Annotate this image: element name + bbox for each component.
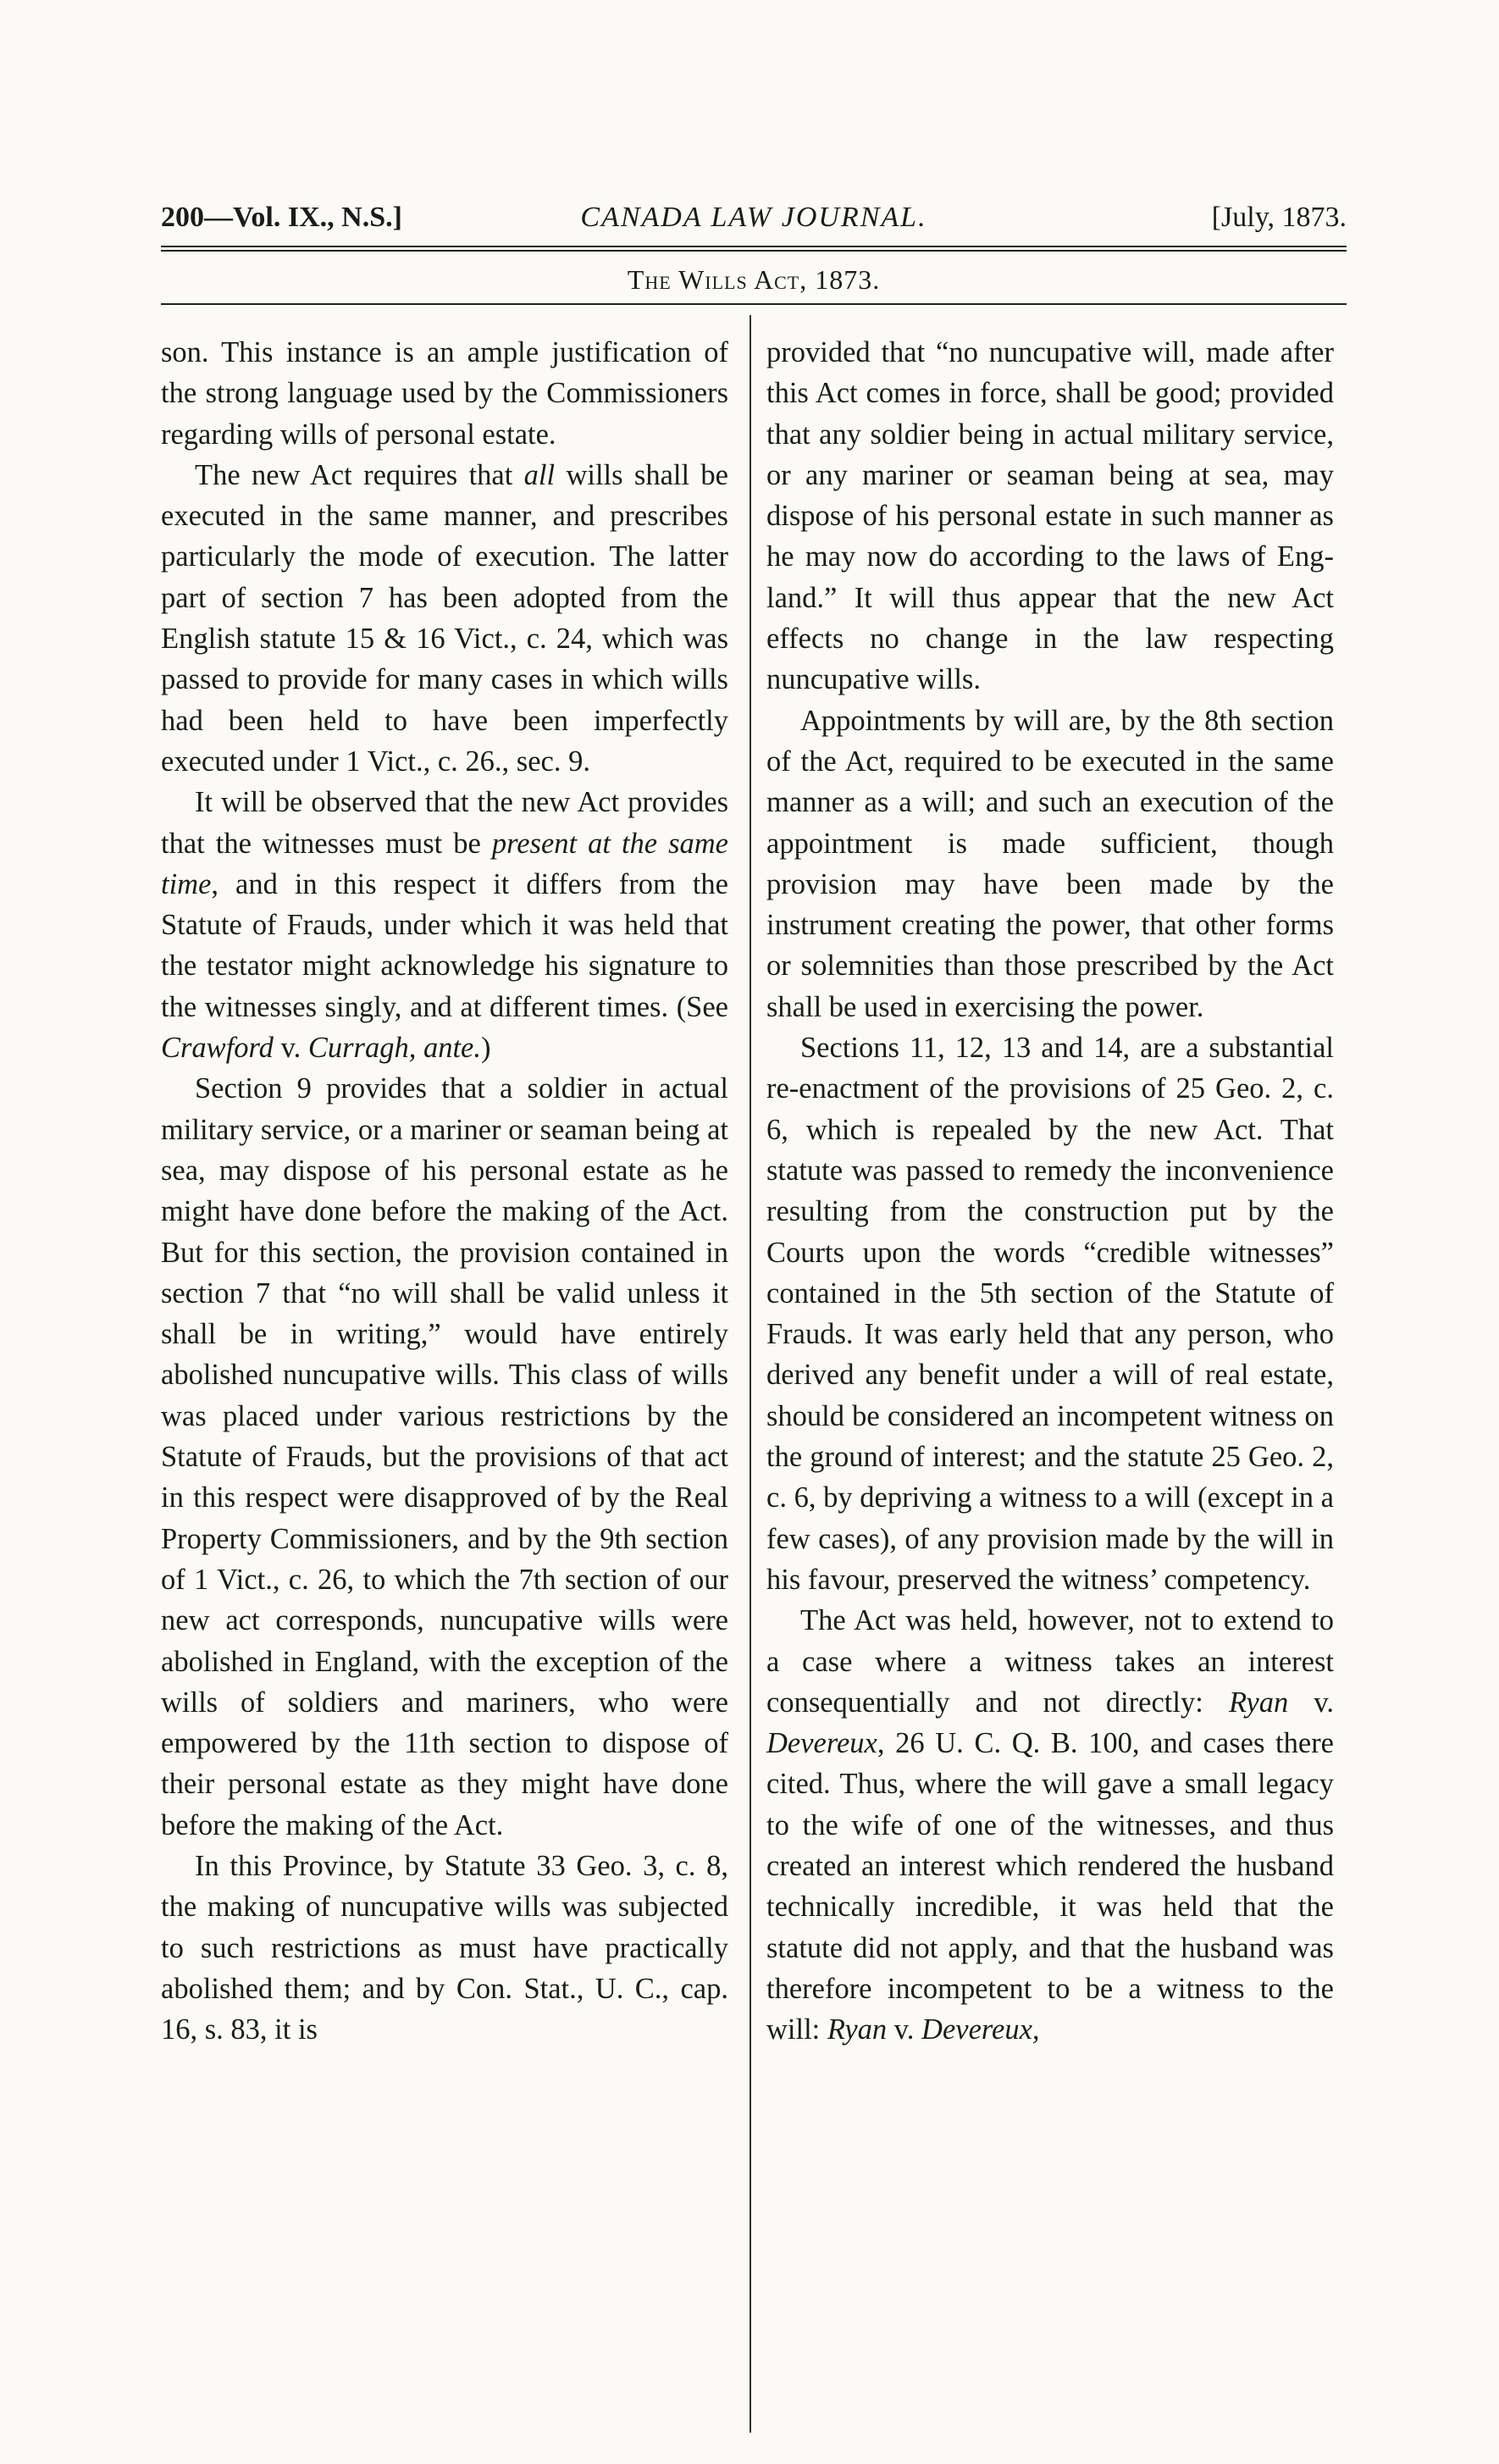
right-column: [766, 332, 1334, 2050]
running-head: [161, 197, 1347, 239]
left-p3-versus: v.: [273, 1032, 308, 1065]
right-paragraph-4: [766, 1600, 1334, 2050]
right-p4-versus: v.: [1288, 1686, 1334, 1719]
right-p4-case-party-3: Ryan: [827, 2013, 888, 2046]
right-paragraph-2: Appointments by will are, by the 8th section of the Act, required to be executed in the same manner as a will; and such an execution of the appointment is made sufficient, though provision may have been made by the instrument creating the power, that other forms or solemnities than those prescribed by the Act shall be used in exercising the power.: [766, 704, 1334, 1023]
left-p2-emphasis: all: [523, 458, 556, 491]
right-p4-text-b: , 26 U. C. Q. B. 100, and cases there cited. Thus, where the will gave a small legacy to the wife of one of the witnesses, and thus created an interest which rendered the husband technically incredible, it was held that the statute did not apply, and that the husband was therefore incompetent to be a witness to the will:: [766, 1727, 1334, 2046]
left-p3-case-party-1: Crawford: [161, 1032, 274, 1065]
left-paragraph-3: [161, 782, 728, 1068]
left-paragraph-1: son. This instance is an ample justification of the strong language used by the Commissioners regarding wills of personal estate.: [161, 336, 728, 451]
right-paragraph-3: Sections 11, 12, 13 and 14, are a substantial re-enactment of the provisions of 25 Geo. 2, c. 6, which is repealed by the new Act. That statute was passed to remedy the inconvenience resulting from the construction put by the Courts upon the words “credible witnesses” contained in the 5th section of the Statute of Frauds. It was early held that any person, who derived any benefit under a will of real estate, should be considered an incompetent witness on the ground of interest; and the statute 25 Geo. 2, c. 6, by depriving a witness to a will (except in a few cases), of any provision made by the will in his favour, preserved the witness’ competency.: [766, 1032, 1334, 1596]
right-p4-text-a: The Act was held, however, not to extend to a case where a witness takes an interest consequentially and not directly:: [766, 1604, 1334, 1719]
column-divider: [750, 315, 751, 2433]
right-p4-case-party-2: Devereux: [766, 1727, 877, 1760]
header-double-rule: [161, 246, 1347, 252]
right-p4-case-party-4: Devereux,: [921, 2013, 1040, 2046]
title-rule: [161, 303, 1347, 305]
right-p4-case-party-1: Ryan: [1228, 1686, 1289, 1719]
left-paragraph-4: Section 9 provides that a soldier in actual military service, or a mariner or seaman being at sea, may dispose of his personal estate as he might have done before the making of the Act. But for this section, the provision contained in section 7 that “no will shall be valid unless it shall be in writing,” would have entirely abolished nuncupative wills. This class of wills was placed under various restrictions by the Statute of Frauds, but the provisions of that act in this respect were disapproved of by the Real Property Commissioners, and by the 9th section of 1 Vict., c. 26, to which the 7th section of our new act corresponds, nuncupative wills were abolished in England, with the exception of the wills of soldiers and mariners, who were empowered by the 11th section to dispose of their personal estate as they might have done before the making of the Act.: [161, 1072, 728, 1841]
left-column: [161, 332, 728, 2050]
left-p3-emphasis: present at the same time: [161, 827, 728, 900]
section-title: The Wills Act, 1873.: [627, 264, 881, 295]
left-p3-text-a: It will be observed that the new Act provides that the witnesses must be: [161, 786, 728, 860]
right-p4-versus-2: v.: [887, 2013, 922, 2046]
left-paragraph-2: [161, 455, 728, 782]
issue-date: [July, 1873.: [1211, 202, 1347, 233]
left-p3-text-b: , and in this respect it differs from the Statute of Frauds, under which it was held that the testator might acknowledge his signature to the witnesses singly, and at different times. (See: [161, 867, 728, 1023]
right-paragraph-1: provided that “no nuncupative will, made after this Act comes in force, shall be good; provided that any soldier being in actual military service, or any mariner or seaman being at sea, may dispose of his personal estate in such manner as he may now do according to the laws of England.” It will thus appear that the new Act effects no change in the law respecting nuncupative wills.: [766, 336, 1334, 696]
left-p2-text-a: The new Act requires that: [195, 458, 524, 491]
journal-title: CANADA LAW JOURNAL.: [580, 202, 927, 233]
page-volume-label: 200—Vol. IX., N.S.]: [161, 202, 402, 233]
left-p3-case-party-2: Curragh, ante.: [307, 1032, 481, 1065]
left-paragraph-5: In this Province, by Statute 33 Geo. 3, c. 8, the making of nuncupative wills was subjected to such restrictions as must have practically abolished them; and by Con. Stat., U. C., cap. 16, s. 83, it is: [161, 1849, 728, 2046]
left-p2-text-b: wills shall be executed in the same manner, and prescribes particularly the mode of execution. The latter part of section 7 has been adopted from the English statute 15 & 16 Vict., c. 24, which was passed to provide for many cases in which wills had been held to have been imperfectly executed under 1 Vict., c. 26., sec. 9.: [161, 458, 728, 778]
left-p3-text-c: ): [480, 1032, 491, 1065]
